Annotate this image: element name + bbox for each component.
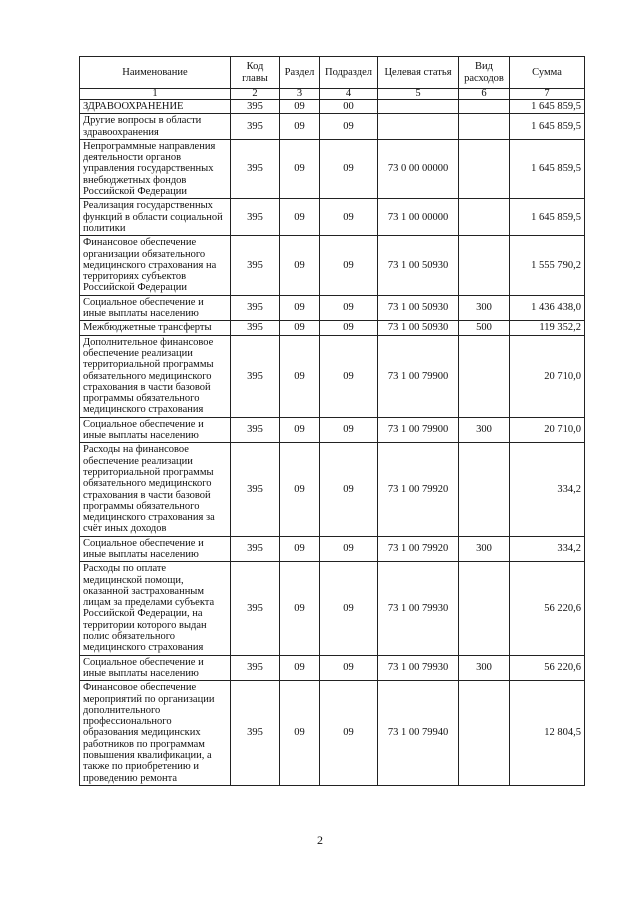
row-sum-cell: 20 710,0 (510, 417, 585, 443)
header-row (80, 57, 585, 89)
row-target-cell: 73 1 00 79900 (378, 335, 459, 417)
row-code-cell: 395 (231, 100, 280, 114)
row-sum-cell: 56 220,6 (510, 562, 585, 655)
row-sum-cell: 20 710,0 (510, 335, 585, 417)
table-row (80, 655, 585, 681)
table-row (80, 443, 585, 536)
row-section-cell: 09 (280, 199, 320, 236)
row-section-cell: 09 (280, 417, 320, 443)
row-code-cell: 395 (231, 562, 280, 655)
row-subsection-cell: 09 (320, 417, 378, 443)
row-target-cell: 73 1 00 50930 (378, 321, 459, 335)
column-number: 5 (378, 89, 459, 100)
row-section-cell: 09 (280, 443, 320, 536)
row-kind-cell (459, 335, 510, 417)
row-name-cell: Межбюджетные трансферты (80, 321, 231, 335)
row-subsection-cell: 00 (320, 100, 378, 114)
row-name-cell: Социальное обеспечение и иные выплаты населению (80, 655, 231, 681)
row-name-cell: Непрограммные направления деятельности органов управления государственных внебюджетных фондов Российской Федерации (80, 139, 231, 198)
header-kind: Вид расходов (459, 57, 510, 89)
row-sum-cell: 1 645 859,5 (510, 139, 585, 198)
budget-table (79, 56, 585, 786)
row-sum-cell: 119 352,2 (510, 321, 585, 335)
row-name-cell: Реализация государственных функций в области социальной политики (80, 199, 231, 236)
row-name-cell: Дополнительное финансовое обеспечение реализации территориальной программы обязательного медицинского страхования в части базовой программы обязательного медицинского страхования (80, 335, 231, 417)
row-code-cell: 395 (231, 295, 280, 321)
table-row (80, 100, 585, 114)
row-target-cell: 73 1 00 79900 (378, 417, 459, 443)
column-number: 6 (459, 89, 510, 100)
row-name-cell: Другие вопросы в области здравоохранения (80, 114, 231, 140)
row-target-cell: 73 1 00 79920 (378, 443, 459, 536)
row-sum-cell: 334,2 (510, 443, 585, 536)
header-target: Целевая статья (378, 57, 459, 89)
row-kind-cell (459, 199, 510, 236)
row-code-cell: 395 (231, 417, 280, 443)
table-row (80, 562, 585, 655)
row-name-cell: Финансовое обеспечение организации обязательного медицинского страхования на территориях субъектов Российской Федерации (80, 236, 231, 295)
row-target-cell: 73 1 00 79940 (378, 681, 459, 786)
row-code-cell: 395 (231, 199, 280, 236)
table-row (80, 295, 585, 321)
row-kind-cell (459, 114, 510, 140)
row-kind-cell (459, 236, 510, 295)
row-kind-cell: 500 (459, 321, 510, 335)
table-row (80, 417, 585, 443)
row-target-cell: 73 1 00 00000 (378, 199, 459, 236)
row-section-cell: 09 (280, 114, 320, 140)
row-code-cell: 395 (231, 681, 280, 786)
row-kind-cell (459, 443, 510, 536)
row-name-cell: Социальное обеспечение и иные выплаты населению (80, 417, 231, 443)
row-kind-cell (459, 100, 510, 114)
row-target-cell (378, 114, 459, 140)
column-number: 2 (231, 89, 280, 100)
row-code-cell: 395 (231, 236, 280, 295)
row-section-cell: 09 (280, 681, 320, 786)
row-name-cell: Расходы по оплате медицинской помощи, оказанной застрахованным лицам за пределами субъекта Российской Федерации, на территории которого выдан полис обязательного медицинского страхования (80, 562, 231, 655)
table-row (80, 139, 585, 198)
row-kind-cell: 300 (459, 295, 510, 321)
table-row (80, 681, 585, 786)
row-sum-cell: 1 645 859,5 (510, 100, 585, 114)
table-row (80, 114, 585, 140)
table-row (80, 199, 585, 236)
row-code-cell: 395 (231, 139, 280, 198)
column-number: 4 (320, 89, 378, 100)
table-row (80, 321, 585, 335)
row-kind-cell (459, 139, 510, 198)
row-sum-cell: 12 804,5 (510, 681, 585, 786)
row-target-cell: 73 1 00 79930 (378, 655, 459, 681)
row-section-cell: 09 (280, 562, 320, 655)
row-section-cell: 09 (280, 536, 320, 562)
row-subsection-cell: 09 (320, 139, 378, 198)
row-subsection-cell: 09 (320, 655, 378, 681)
row-name-cell: Социальное обеспечение и иные выплаты населению (80, 295, 231, 321)
row-sum-cell: 1 436 438,0 (510, 295, 585, 321)
table-row (80, 335, 585, 417)
row-kind-cell: 300 (459, 536, 510, 562)
row-code-cell: 395 (231, 114, 280, 140)
page-number: 2 (317, 833, 323, 847)
row-code-cell: 395 (231, 536, 280, 562)
row-name-cell: Социальное обеспечение и иные выплаты населению (80, 536, 231, 562)
row-section-cell: 09 (280, 335, 320, 417)
row-name-cell: Финансовое обеспечение мероприятий по организации дополнительного профессионального образования медицинских работников по программам повышения квалификации, а также по приобретению и проведению ремонта (80, 681, 231, 786)
table-row (80, 236, 585, 295)
row-name-cell: ЗДРАВООХРАНЕНИЕ (80, 100, 231, 114)
header-section: Раздел (280, 57, 320, 89)
row-section-cell: 09 (280, 655, 320, 681)
header-name: Наименование (80, 57, 231, 89)
row-subsection-cell: 09 (320, 199, 378, 236)
row-section-cell: 09 (280, 321, 320, 335)
row-sum-cell: 334,2 (510, 536, 585, 562)
row-target-cell: 73 1 00 50930 (378, 236, 459, 295)
row-subsection-cell: 09 (320, 236, 378, 295)
row-sum-cell: 1 645 859,5 (510, 114, 585, 140)
row-kind-cell: 300 (459, 655, 510, 681)
row-target-cell: 73 1 00 50930 (378, 295, 459, 321)
column-number: 3 (280, 89, 320, 100)
row-target-cell: 73 1 00 79920 (378, 536, 459, 562)
row-sum-cell: 1 645 859,5 (510, 199, 585, 236)
row-name-cell: Расходы на финансовое обеспечение реализации территориальной программы обязательного медицинского страхования в части базовой программы обязательного медицинского страхования за счёт иных доходов (80, 443, 231, 536)
row-subsection-cell: 09 (320, 443, 378, 536)
row-section-cell: 09 (280, 139, 320, 198)
table-body (80, 100, 585, 786)
header-code: Код главы (231, 57, 280, 89)
header-subsection: Подраздел (320, 57, 378, 89)
row-target-cell: 73 0 00 00000 (378, 139, 459, 198)
row-code-cell: 395 (231, 655, 280, 681)
row-kind-cell (459, 681, 510, 786)
row-code-cell: 395 (231, 335, 280, 417)
row-subsection-cell: 09 (320, 681, 378, 786)
row-subsection-cell: 09 (320, 114, 378, 140)
column-number: 1 (80, 89, 231, 100)
header-sum: Сумма (510, 57, 585, 89)
row-target-cell: 73 1 00 79930 (378, 562, 459, 655)
row-sum-cell: 1 555 790,2 (510, 236, 585, 295)
row-kind-cell: 300 (459, 417, 510, 443)
row-section-cell: 09 (280, 100, 320, 114)
row-subsection-cell: 09 (320, 295, 378, 321)
column-number: 7 (510, 89, 585, 100)
row-section-cell: 09 (280, 295, 320, 321)
row-target-cell (378, 100, 459, 114)
row-sum-cell: 56 220,6 (510, 655, 585, 681)
row-subsection-cell: 09 (320, 536, 378, 562)
table-row (80, 536, 585, 562)
row-subsection-cell: 09 (320, 335, 378, 417)
row-code-cell: 395 (231, 321, 280, 335)
column-number-row (80, 89, 585, 100)
row-kind-cell (459, 562, 510, 655)
row-section-cell: 09 (280, 236, 320, 295)
row-subsection-cell: 09 (320, 562, 378, 655)
row-subsection-cell: 09 (320, 321, 378, 335)
row-code-cell: 395 (231, 443, 280, 536)
